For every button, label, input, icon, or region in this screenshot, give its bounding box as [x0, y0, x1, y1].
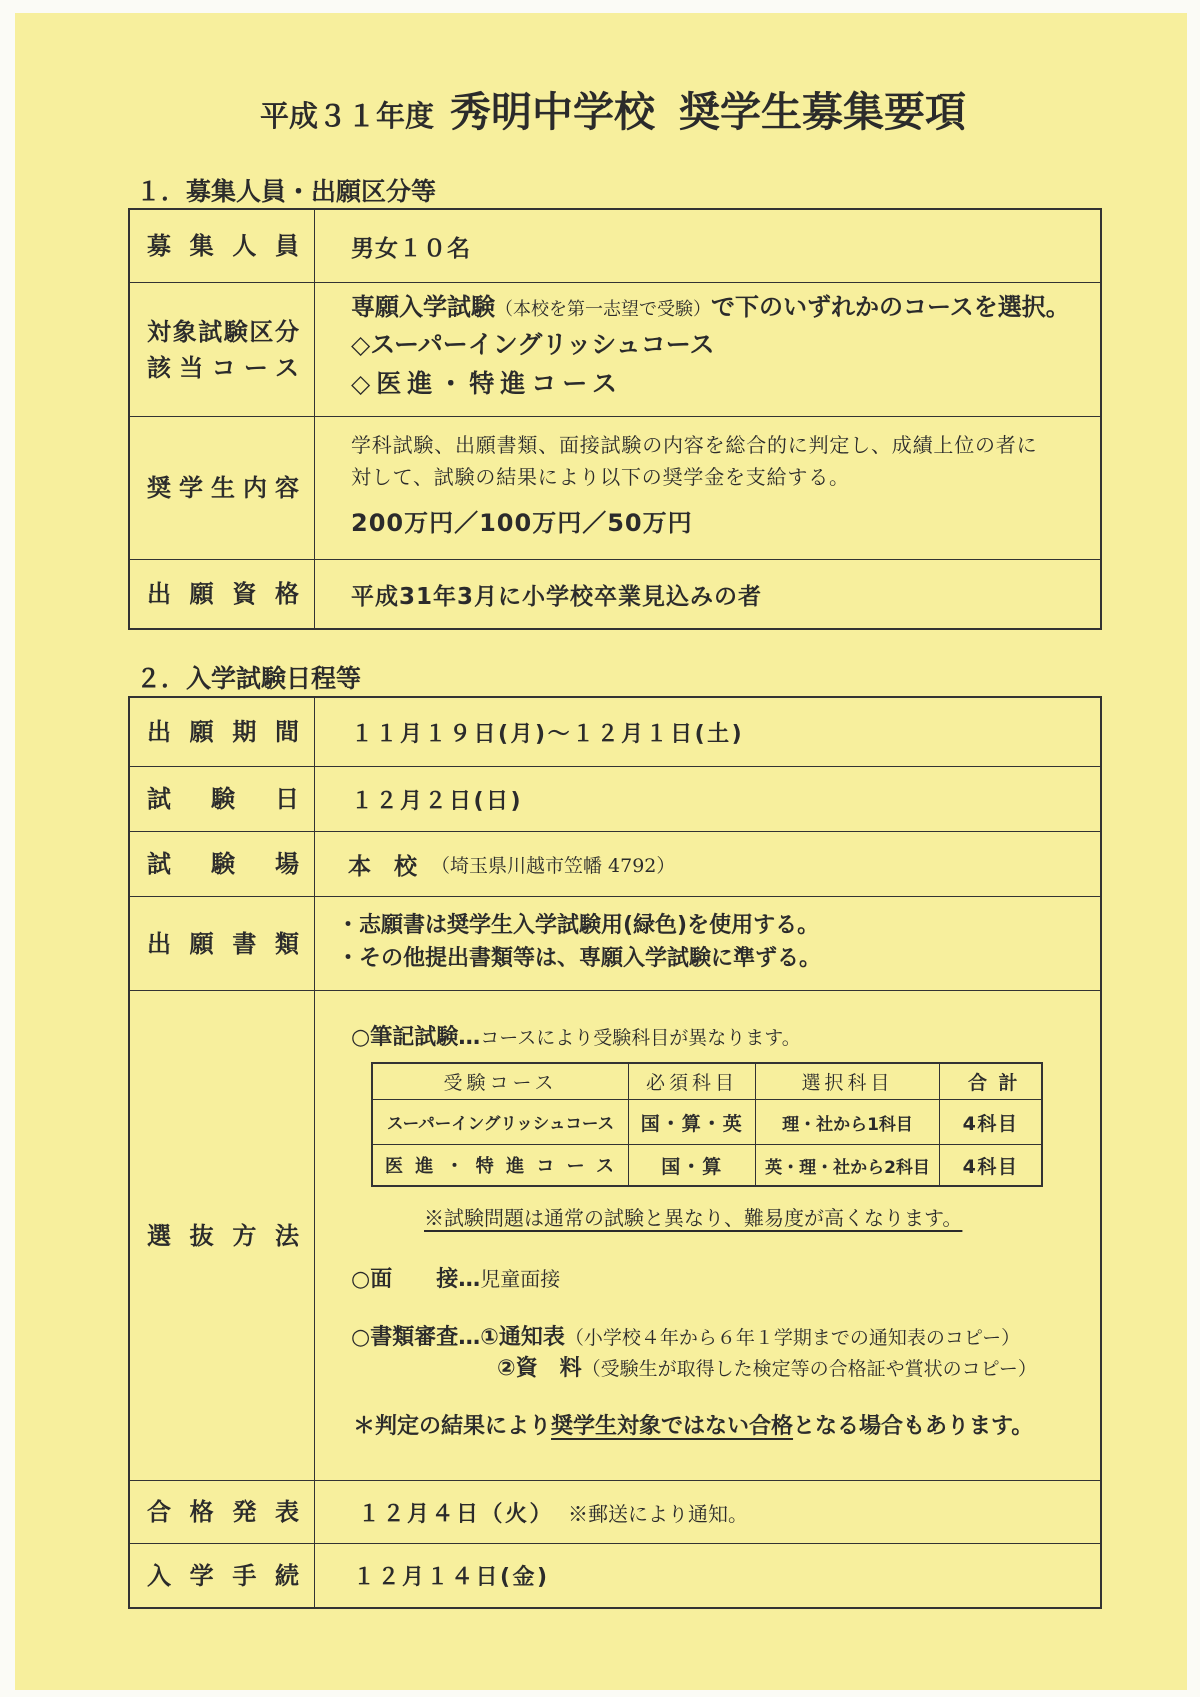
subjects-cell-elective: 英・理・社から2科目 — [755, 1144, 939, 1185]
row-label — [130, 210, 315, 282]
row-announcement — [130, 1480, 1100, 1543]
row-value — [315, 1481, 1100, 1543]
row-label-text: 出願資格 — [147, 580, 299, 608]
row-value — [315, 417, 1100, 559]
documents-item: ・志願書は奨学生入学試験用(緑色)を使用する。 — [337, 913, 820, 938]
row-label-text: 試験場 — [147, 850, 299, 878]
row-label — [130, 560, 315, 628]
title-subject: 奨学生募集要項 — [679, 88, 966, 136]
row-scholarship — [130, 416, 1100, 559]
scholarship-description-line: 学科試験、出願書類、面接試験の内容を総合的に判定し、成績上位の者に — [351, 433, 1038, 457]
caution-line — [353, 1412, 1033, 1442]
category-intro-bold: 専願入学試験 — [351, 293, 495, 321]
row-enrollment — [130, 1543, 1100, 1607]
document-review-item-name: ①通知表 — [480, 1325, 565, 1350]
documents-item: ・その他提出書類等は、専願入学試験に準ずる。 — [337, 946, 822, 971]
row-label-text: 入学手続 — [147, 1561, 299, 1590]
subjects-cell-course — [373, 1144, 628, 1185]
subjects-cell-text: 医進・特進コース — [385, 1156, 614, 1177]
difficulty-note: ※試験問題は通常の試験と異なり、難易度が高くなります。 — [424, 1206, 963, 1230]
document-review-item-note: （受験生が取得した検定等の合格証や賞状のコピー） — [581, 1358, 1037, 1380]
recruitment-table — [128, 208, 1102, 630]
row-value — [315, 560, 1100, 628]
written-exam-lead: ○筆記試験… — [351, 1025, 481, 1050]
row-label — [130, 1544, 315, 1607]
row-selection-method — [130, 990, 1100, 1480]
title-school-name: 秀明中学校 — [450, 88, 655, 136]
row-value — [315, 210, 1100, 282]
eligibility-value: 平成31年3月に小学校卒業見込みの者 — [351, 583, 763, 610]
subjects-header-required: 必須科目 — [628, 1064, 755, 1099]
row-value — [315, 698, 1100, 766]
exam-venue-value: 本 校 — [348, 853, 417, 880]
subjects-table — [371, 1062, 1043, 1187]
row-value — [315, 897, 1100, 990]
row-label — [130, 832, 315, 896]
title-fiscal-year: 平成３１年度 — [259, 99, 434, 133]
capacity-value: 男女１０名 — [351, 235, 471, 262]
row-value — [315, 832, 1100, 896]
announcement-value: １２月４日（火） — [358, 1501, 555, 1527]
row-target-category — [130, 282, 1100, 416]
announcement-note: ※郵送により通知。 — [568, 1501, 749, 1526]
row-exam-venue — [130, 831, 1100, 896]
section-1-heading: １．募集人員・出願区分等 — [136, 177, 437, 206]
subjects-cell-required: 国・算 — [628, 1144, 755, 1185]
page-title — [0, 84, 1200, 140]
subjects-cell-total: 4科目 — [939, 1099, 1041, 1144]
scholarship-amounts: 200万円／100万円／50万円 — [351, 509, 693, 537]
document-review-item-note: （小学校４年から６年１学期までの通知表のコピー） — [564, 1327, 1021, 1349]
row-value — [315, 283, 1100, 416]
row-label — [130, 897, 315, 990]
category-intro-line — [351, 292, 1070, 322]
row-exam-date — [130, 766, 1100, 831]
row-label-text: 出願書類 — [147, 929, 299, 958]
row-eligibility — [130, 559, 1100, 628]
document-review-item-name: ②資 料 — [497, 1356, 582, 1381]
subjects-header-course: 受験コース — [443, 1072, 558, 1094]
row-label — [130, 767, 315, 831]
row-label — [130, 417, 315, 559]
document-review-line — [497, 1354, 1037, 1384]
interview-lead: ○面 接… — [351, 1267, 481, 1292]
enrollment-value: １２月１４日(金) — [353, 1565, 550, 1590]
row-value — [315, 767, 1100, 831]
subjects-cell-text: スーパーイングリッシュコース — [386, 1114, 615, 1133]
exam-venue-address: （埼玉県川越市笠幡 4792） — [431, 854, 676, 877]
exam-date-value: １２月２日(日) — [351, 788, 524, 814]
category-intro-note: （本校を第一志望で受験） — [495, 299, 711, 320]
caution-suffix: となる場合もあります。 — [793, 1414, 1034, 1439]
row-label-text: 該当コース — [147, 353, 299, 382]
row-label-text: 選抜方法 — [147, 1221, 299, 1250]
subjects-header-total-text: 合計 — [968, 1072, 1019, 1094]
document-review-lead: ○書類審査… — [351, 1325, 481, 1350]
row-label-text: 募集人員 — [147, 232, 299, 260]
subjects-cell-elective: 理・社から1科目 — [755, 1099, 939, 1144]
row-label-text: 出願期間 — [147, 718, 299, 746]
row-label-text: 試験日 — [147, 785, 299, 813]
course-medical-advanced: ◇医進・特進コース — [351, 369, 623, 398]
row-label — [130, 991, 315, 1480]
subjects-cell-course — [373, 1099, 628, 1144]
caution-emphasis: 奨学生対象ではない合格 — [551, 1414, 794, 1439]
subjects-header-elective: 選択科目 — [755, 1064, 939, 1099]
row-label-text: 奨学生内容 — [147, 474, 299, 502]
course-super-english: ◇スーパーイングリッシュコース — [351, 330, 715, 359]
category-intro-tail: で下のいずれかのコースを選択。 — [711, 293, 1070, 321]
section-2-heading: ２．入学試験日程等 — [136, 664, 362, 693]
written-exam-line — [351, 1023, 801, 1053]
schedule-table — [128, 696, 1102, 1609]
row-label — [130, 1481, 315, 1543]
interview-line — [351, 1264, 560, 1294]
subjects-header-total — [939, 1064, 1041, 1099]
application-period-value: １１月１９日(月)～１２月１日(土) — [351, 721, 745, 747]
row-value — [315, 991, 1100, 1480]
subjects-cell-required: 国・算・英 — [628, 1099, 755, 1144]
written-exam-note: コースにより受験科目が異なります。 — [480, 1027, 801, 1049]
interview-note: 児童面接 — [480, 1267, 561, 1291]
row-label — [130, 698, 315, 766]
subjects-cell-total: 4科目 — [939, 1144, 1041, 1185]
row-label-text: 対象試験区分 — [147, 317, 299, 346]
row-application-period — [130, 698, 1100, 766]
caution-prefix: ＊判定の結果により — [353, 1414, 552, 1439]
row-label-text: 合格発表 — [147, 1498, 299, 1526]
scholarship-description-line: 対して、試験の結果により以下の奨学金を支給する。 — [351, 465, 850, 489]
row-capacity — [130, 210, 1100, 282]
row-label — [130, 283, 315, 416]
row-value — [315, 1544, 1100, 1607]
row-documents — [130, 896, 1100, 990]
document-review-line — [351, 1323, 1020, 1353]
